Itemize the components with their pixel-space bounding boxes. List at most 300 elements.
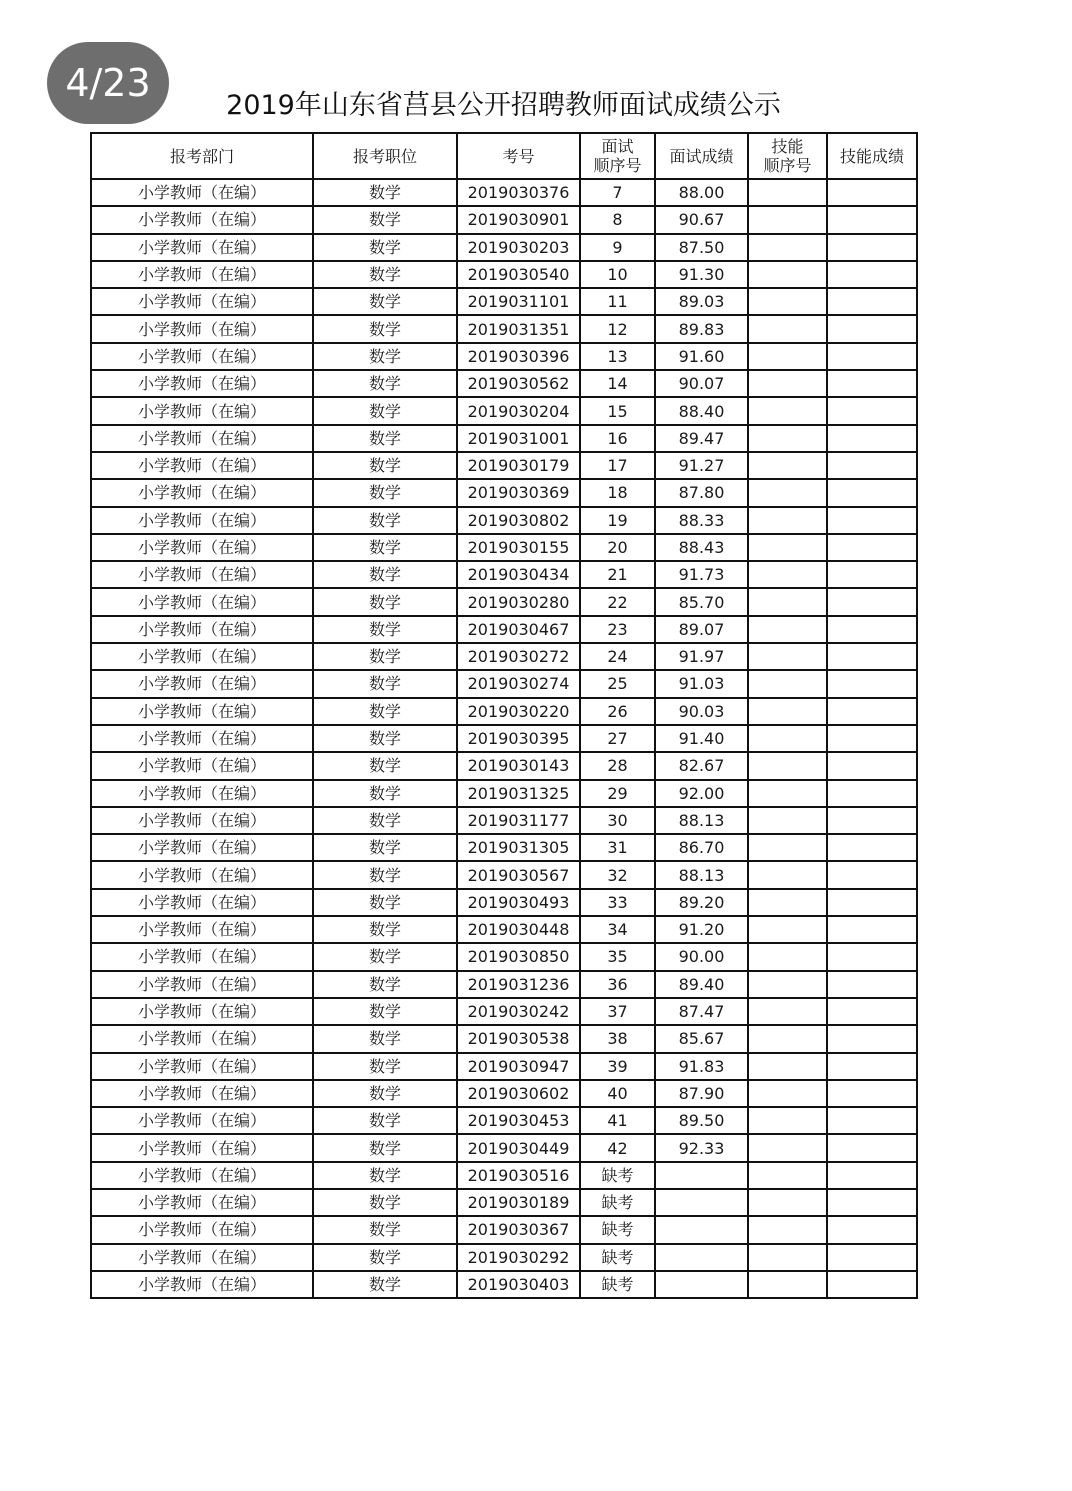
- cell-exam-number: 2019031351: [457, 315, 580, 342]
- cell-interview-score: 88.13: [655, 861, 748, 888]
- cell-department: 小学教师（在编）: [91, 1053, 313, 1080]
- cell-position: 数学: [313, 889, 457, 916]
- table-row: [91, 834, 917, 861]
- cell-interview-order: 29: [580, 780, 655, 807]
- cell-department: 小学教师（在编）: [91, 698, 313, 725]
- cell-skill-score: [827, 315, 917, 342]
- cell-position: 数学: [313, 425, 457, 452]
- cell-skill-score: [827, 943, 917, 970]
- cell-interview-order: 缺考: [580, 1162, 655, 1189]
- cell-skill-score: [827, 397, 917, 424]
- table-body: [91, 179, 917, 1298]
- cell-department: 小学教师（在编）: [91, 998, 313, 1025]
- cell-skill-order: [748, 752, 827, 779]
- cell-skill-order: [748, 834, 827, 861]
- cell-interview-score: 89.50: [655, 1107, 748, 1134]
- cell-exam-number: 2019030567: [457, 861, 580, 888]
- cell-exam-number: 2019030292: [457, 1244, 580, 1271]
- cell-position: 数学: [313, 998, 457, 1025]
- cell-skill-order: [748, 452, 827, 479]
- cell-interview-order: 9: [580, 234, 655, 261]
- cell-department: 小学教师（在编）: [91, 943, 313, 970]
- cell-interview-score: 86.70: [655, 834, 748, 861]
- cell-department: 小学教师（在编）: [91, 616, 313, 643]
- cell-position: 数学: [313, 834, 457, 861]
- cell-department: 小学教师（在编）: [91, 315, 313, 342]
- cell-interview-score: 91.30: [655, 261, 748, 288]
- cell-department: 小学教师（在编）: [91, 1189, 313, 1216]
- cell-interview-order: 38: [580, 1025, 655, 1052]
- cell-department: 小学教师（在编）: [91, 1025, 313, 1052]
- table-row: [91, 315, 917, 342]
- cell-position: 数学: [313, 1216, 457, 1243]
- cell-interview-score: 90.03: [655, 698, 748, 725]
- cell-interview-score: 91.60: [655, 343, 748, 370]
- cell-skill-order: [748, 397, 827, 424]
- cell-interview-score: 90.67: [655, 206, 748, 233]
- cell-skill-score: [827, 1134, 917, 1161]
- cell-skill-score: [827, 752, 917, 779]
- cell-position: 数学: [313, 206, 457, 233]
- cell-department: 小学教师（在编）: [91, 343, 313, 370]
- cell-skill-order: [748, 261, 827, 288]
- table-row: [91, 1134, 917, 1161]
- cell-skill-score: [827, 343, 917, 370]
- cell-exam-number: 2019030453: [457, 1107, 580, 1134]
- cell-skill-order: [748, 1162, 827, 1189]
- cell-position: 数学: [313, 1134, 457, 1161]
- cell-department: 小学教师（在编）: [91, 397, 313, 424]
- cell-interview-order: 42: [580, 1134, 655, 1161]
- cell-skill-order: [748, 1080, 827, 1107]
- cell-interview-order: 17: [580, 452, 655, 479]
- cell-interview-score: 91.40: [655, 725, 748, 752]
- cell-skill-score: [827, 780, 917, 807]
- cell-skill-score: [827, 998, 917, 1025]
- table-row: [91, 561, 917, 588]
- cell-skill-score: [827, 234, 917, 261]
- table-row: [91, 425, 917, 452]
- cell-interview-order: 16: [580, 425, 655, 452]
- cell-position: 数学: [313, 780, 457, 807]
- cell-position: 数学: [313, 561, 457, 588]
- cell-interview-order: 21: [580, 561, 655, 588]
- cell-skill-order: [748, 943, 827, 970]
- table-row: [91, 943, 917, 970]
- header-exam-number: 考号: [457, 133, 580, 179]
- cell-skill-order: [748, 861, 827, 888]
- cell-skill-score: [827, 261, 917, 288]
- cell-exam-number: 2019030395: [457, 725, 580, 752]
- cell-skill-score: [827, 807, 917, 834]
- cell-interview-score: [655, 1162, 748, 1189]
- cell-skill-score: [827, 1244, 917, 1271]
- cell-department: 小学教师（在编）: [91, 425, 313, 452]
- table-row: [91, 1271, 917, 1298]
- cell-interview-order: 39: [580, 1053, 655, 1080]
- header-interview-score: 面试成绩: [655, 133, 748, 179]
- cell-position: 数学: [313, 698, 457, 725]
- cell-skill-order: [748, 206, 827, 233]
- cell-department: 小学教师（在编）: [91, 588, 313, 615]
- cell-skill-score: [827, 1162, 917, 1189]
- table-row: [91, 971, 917, 998]
- cell-interview-score: [655, 1216, 748, 1243]
- cell-interview-score: 89.20: [655, 889, 748, 916]
- table-row: [91, 889, 917, 916]
- cell-exam-number: 2019030280: [457, 588, 580, 615]
- cell-position: 数学: [313, 1025, 457, 1052]
- cell-position: 数学: [313, 807, 457, 834]
- cell-skill-score: [827, 861, 917, 888]
- cell-interview-score: 91.97: [655, 643, 748, 670]
- cell-skill-order: [748, 479, 827, 506]
- cell-interview-order: 35: [580, 943, 655, 970]
- cell-interview-score: 91.83: [655, 1053, 748, 1080]
- table-row: [91, 643, 917, 670]
- cell-department: 小学教师（在编）: [91, 1080, 313, 1107]
- cell-exam-number: 2019030562: [457, 370, 580, 397]
- table-row: [91, 861, 917, 888]
- cell-interview-score: 92.33: [655, 1134, 748, 1161]
- cell-exam-number: 2019030396: [457, 343, 580, 370]
- cell-interview-order: 13: [580, 343, 655, 370]
- cell-skill-order: [748, 1107, 827, 1134]
- cell-skill-order: [748, 616, 827, 643]
- cell-interview-score: 90.07: [655, 370, 748, 397]
- cell-skill-order: [748, 971, 827, 998]
- cell-position: 数学: [313, 1080, 457, 1107]
- cell-department: 小学教师（在编）: [91, 1271, 313, 1298]
- cell-skill-order: [748, 1271, 827, 1298]
- cell-department: 小学教师（在编）: [91, 861, 313, 888]
- cell-skill-order: [748, 889, 827, 916]
- cell-position: 数学: [313, 1107, 457, 1134]
- cell-skill-score: [827, 1053, 917, 1080]
- cell-interview-order: 24: [580, 643, 655, 670]
- page-title: 2019年山东省莒县公开招聘教师面试成绩公示: [226, 90, 781, 121]
- cell-position: 数学: [313, 507, 457, 534]
- cell-position: 数学: [313, 179, 457, 206]
- cell-skill-score: [827, 425, 917, 452]
- cell-skill-order: [748, 588, 827, 615]
- cell-skill-score: [827, 643, 917, 670]
- cell-position: 数学: [313, 943, 457, 970]
- cell-interview-score: 88.40: [655, 397, 748, 424]
- cell-department: 小学教师（在编）: [91, 916, 313, 943]
- cell-department: 小学教师（在编）: [91, 234, 313, 261]
- cell-position: 数学: [313, 670, 457, 697]
- cell-department: 小学教师（在编）: [91, 452, 313, 479]
- cell-interview-score: 88.00: [655, 179, 748, 206]
- cell-department: 小学教师（在编）: [91, 752, 313, 779]
- cell-interview-score: 85.70: [655, 588, 748, 615]
- cell-position: 数学: [313, 479, 457, 506]
- cell-exam-number: 2019031236: [457, 971, 580, 998]
- table-row: [91, 998, 917, 1025]
- cell-skill-order: [748, 179, 827, 206]
- cell-skill-score: [827, 889, 917, 916]
- cell-interview-score: 89.83: [655, 315, 748, 342]
- cell-interview-score: 87.47: [655, 998, 748, 1025]
- cell-interview-score: 89.07: [655, 616, 748, 643]
- cell-exam-number: 2019030143: [457, 752, 580, 779]
- cell-exam-number: 2019030467: [457, 616, 580, 643]
- header-interview-order: 面试 顺序号: [580, 133, 655, 179]
- cell-exam-number: 2019030369: [457, 479, 580, 506]
- cell-interview-score: 89.03: [655, 288, 748, 315]
- table-row: [91, 1244, 917, 1271]
- cell-skill-order: [748, 1244, 827, 1271]
- table-row: [91, 670, 917, 697]
- cell-department: 小学教师（在编）: [91, 534, 313, 561]
- cell-department: 小学教师（在编）: [91, 725, 313, 752]
- cell-department: 小学教师（在编）: [91, 971, 313, 998]
- cell-interview-score: 87.90: [655, 1080, 748, 1107]
- cell-skill-score: [827, 725, 917, 752]
- cell-interview-order: 15: [580, 397, 655, 424]
- cell-skill-score: [827, 179, 917, 206]
- table-row: [91, 343, 917, 370]
- cell-position: 数学: [313, 370, 457, 397]
- cell-interview-score: 91.20: [655, 916, 748, 943]
- cell-interview-score: [655, 1271, 748, 1298]
- cell-skill-order: [748, 370, 827, 397]
- cell-exam-number: 2019030403: [457, 1271, 580, 1298]
- cell-interview-order: 22: [580, 588, 655, 615]
- cell-interview-order: 14: [580, 370, 655, 397]
- cell-department: 小学教师（在编）: [91, 834, 313, 861]
- cell-interview-score: 87.50: [655, 234, 748, 261]
- cell-position: 数学: [313, 315, 457, 342]
- cell-department: 小学教师（在编）: [91, 670, 313, 697]
- cell-interview-score: 88.33: [655, 507, 748, 534]
- table-row: [91, 452, 917, 479]
- cell-skill-order: [748, 507, 827, 534]
- header-skill-order: 技能 顺序号: [748, 133, 827, 179]
- table-row: [91, 807, 917, 834]
- cell-exam-number: 2019031325: [457, 780, 580, 807]
- cell-interview-order: 缺考: [580, 1271, 655, 1298]
- cell-department: 小学教师（在编）: [91, 1216, 313, 1243]
- cell-skill-score: [827, 1216, 917, 1243]
- table-row: [91, 234, 917, 261]
- cell-exam-number: 2019030179: [457, 452, 580, 479]
- cell-skill-order: [748, 343, 827, 370]
- table-row: [91, 1107, 917, 1134]
- table-row: [91, 780, 917, 807]
- cell-exam-number: 2019030274: [457, 670, 580, 697]
- cell-exam-number: 2019030189: [457, 1189, 580, 1216]
- cell-interview-order: 8: [580, 206, 655, 233]
- cell-exam-number: 2019031177: [457, 807, 580, 834]
- cell-position: 数学: [313, 971, 457, 998]
- cell-skill-score: [827, 834, 917, 861]
- cell-skill-score: [827, 1025, 917, 1052]
- cell-skill-order: [748, 1134, 827, 1161]
- cell-interview-score: [655, 1189, 748, 1216]
- cell-department: 小学教师（在编）: [91, 561, 313, 588]
- cell-interview-order: 34: [580, 916, 655, 943]
- cell-department: 小学教师（在编）: [91, 1244, 313, 1271]
- cell-interview-order: 23: [580, 616, 655, 643]
- cell-department: 小学教师（在编）: [91, 288, 313, 315]
- table-row: [91, 397, 917, 424]
- cell-exam-number: 2019030203: [457, 234, 580, 261]
- cell-interview-order: 26: [580, 698, 655, 725]
- cell-interview-score: 91.73: [655, 561, 748, 588]
- table-row: [91, 261, 917, 288]
- cell-exam-number: 2019030434: [457, 561, 580, 588]
- cell-department: 小学教师（在编）: [91, 179, 313, 206]
- table-row: [91, 288, 917, 315]
- cell-skill-score: [827, 370, 917, 397]
- cell-interview-order: 28: [580, 752, 655, 779]
- cell-skill-score: [827, 507, 917, 534]
- cell-position: 数学: [313, 643, 457, 670]
- cell-interview-order: 25: [580, 670, 655, 697]
- cell-position: 数学: [313, 288, 457, 315]
- cell-exam-number: 2019031305: [457, 834, 580, 861]
- cell-department: 小学教师（在编）: [91, 370, 313, 397]
- cell-interview-score: 88.43: [655, 534, 748, 561]
- cell-exam-number: 2019030376: [457, 179, 580, 206]
- table-row: [91, 588, 917, 615]
- cell-skill-score: [827, 1107, 917, 1134]
- cell-skill-order: [748, 534, 827, 561]
- cell-exam-number: 2019030901: [457, 206, 580, 233]
- cell-skill-order: [748, 643, 827, 670]
- table-row: [91, 1025, 917, 1052]
- cell-department: 小学教师（在编）: [91, 643, 313, 670]
- table-row: [91, 1053, 917, 1080]
- cell-skill-order: [748, 998, 827, 1025]
- table-row: [91, 1216, 917, 1243]
- cell-exam-number: 2019030220: [457, 698, 580, 725]
- cell-exam-number: 2019030516: [457, 1162, 580, 1189]
- cell-interview-score: 87.80: [655, 479, 748, 506]
- cell-interview-score: 92.00: [655, 780, 748, 807]
- cell-skill-score: [827, 534, 917, 561]
- cell-department: 小学教师（在编）: [91, 889, 313, 916]
- cell-skill-score: [827, 698, 917, 725]
- cell-position: 数学: [313, 861, 457, 888]
- header-position: 报考职位: [313, 133, 457, 179]
- cell-position: 数学: [313, 725, 457, 752]
- cell-exam-number: 2019031101: [457, 288, 580, 315]
- cell-skill-score: [827, 206, 917, 233]
- cell-exam-number: 2019030538: [457, 1025, 580, 1052]
- cell-department: 小学教师（在编）: [91, 1134, 313, 1161]
- cell-skill-order: [748, 288, 827, 315]
- cell-skill-order: [748, 315, 827, 342]
- table-header-row: [91, 133, 917, 179]
- cell-exam-number: 2019030540: [457, 261, 580, 288]
- cell-department: 小学教师（在编）: [91, 807, 313, 834]
- cell-interview-order: 40: [580, 1080, 655, 1107]
- cell-position: 数学: [313, 234, 457, 261]
- table-row: [91, 916, 917, 943]
- cell-exam-number: 2019030602: [457, 1080, 580, 1107]
- cell-exam-number: 2019030449: [457, 1134, 580, 1161]
- cell-position: 数学: [313, 1189, 457, 1216]
- cell-exam-number: 2019030493: [457, 889, 580, 916]
- table-row: [91, 479, 917, 506]
- table-row: [91, 179, 917, 206]
- cell-skill-score: [827, 1271, 917, 1298]
- cell-interview-order: 18: [580, 479, 655, 506]
- cell-position: 数学: [313, 452, 457, 479]
- cell-interview-order: 31: [580, 834, 655, 861]
- cell-position: 数学: [313, 588, 457, 615]
- cell-interview-order: 缺考: [580, 1244, 655, 1271]
- cell-skill-score: [827, 670, 917, 697]
- cell-skill-order: [748, 1025, 827, 1052]
- table-row: [91, 534, 917, 561]
- cell-position: 数学: [313, 616, 457, 643]
- cell-exam-number: 2019030204: [457, 397, 580, 424]
- page-indicator-badge: 4/23: [47, 42, 169, 124]
- table-row: [91, 725, 917, 752]
- cell-interview-order: 缺考: [580, 1189, 655, 1216]
- cell-interview-score: 88.13: [655, 807, 748, 834]
- cell-interview-score: 89.47: [655, 425, 748, 452]
- cell-skill-order: [748, 1189, 827, 1216]
- cell-interview-order: 7: [580, 179, 655, 206]
- cell-interview-order: 12: [580, 315, 655, 342]
- cell-skill-order: [748, 698, 827, 725]
- cell-skill-score: [827, 971, 917, 998]
- cell-skill-order: [748, 780, 827, 807]
- table-row: [91, 1080, 917, 1107]
- cell-interview-order: 33: [580, 889, 655, 916]
- cell-exam-number: 2019030242: [457, 998, 580, 1025]
- table-row: [91, 507, 917, 534]
- cell-exam-number: 2019030850: [457, 943, 580, 970]
- cell-skill-score: [827, 1189, 917, 1216]
- cell-interview-score: 82.67: [655, 752, 748, 779]
- cell-interview-score: 90.00: [655, 943, 748, 970]
- cell-department: 小学教师（在编）: [91, 1107, 313, 1134]
- cell-interview-order: 37: [580, 998, 655, 1025]
- cell-skill-score: [827, 1080, 917, 1107]
- cell-exam-number: 2019030367: [457, 1216, 580, 1243]
- cell-department: 小学教师（在编）: [91, 479, 313, 506]
- cell-interview-order: 41: [580, 1107, 655, 1134]
- cell-position: 数学: [313, 1271, 457, 1298]
- cell-skill-order: [748, 425, 827, 452]
- cell-interview-order: 11: [580, 288, 655, 315]
- cell-department: 小学教师（在编）: [91, 780, 313, 807]
- cell-interview-score: [655, 1244, 748, 1271]
- header-department: 报考部门: [91, 133, 313, 179]
- table-row: [91, 206, 917, 233]
- cell-department: 小学教师（在编）: [91, 507, 313, 534]
- cell-skill-score: [827, 561, 917, 588]
- cell-department: 小学教师（在编）: [91, 206, 313, 233]
- cell-exam-number: 2019030448: [457, 916, 580, 943]
- cell-department: 小学教师（在编）: [91, 261, 313, 288]
- header-skill-score: 技能成绩: [827, 133, 917, 179]
- cell-department: 小学教师（在编）: [91, 1162, 313, 1189]
- cell-position: 数学: [313, 343, 457, 370]
- cell-position: 数学: [313, 397, 457, 424]
- table-row: [91, 370, 917, 397]
- cell-skill-score: [827, 288, 917, 315]
- cell-interview-score: 91.27: [655, 452, 748, 479]
- cell-skill-order: [748, 670, 827, 697]
- cell-position: 数学: [313, 752, 457, 779]
